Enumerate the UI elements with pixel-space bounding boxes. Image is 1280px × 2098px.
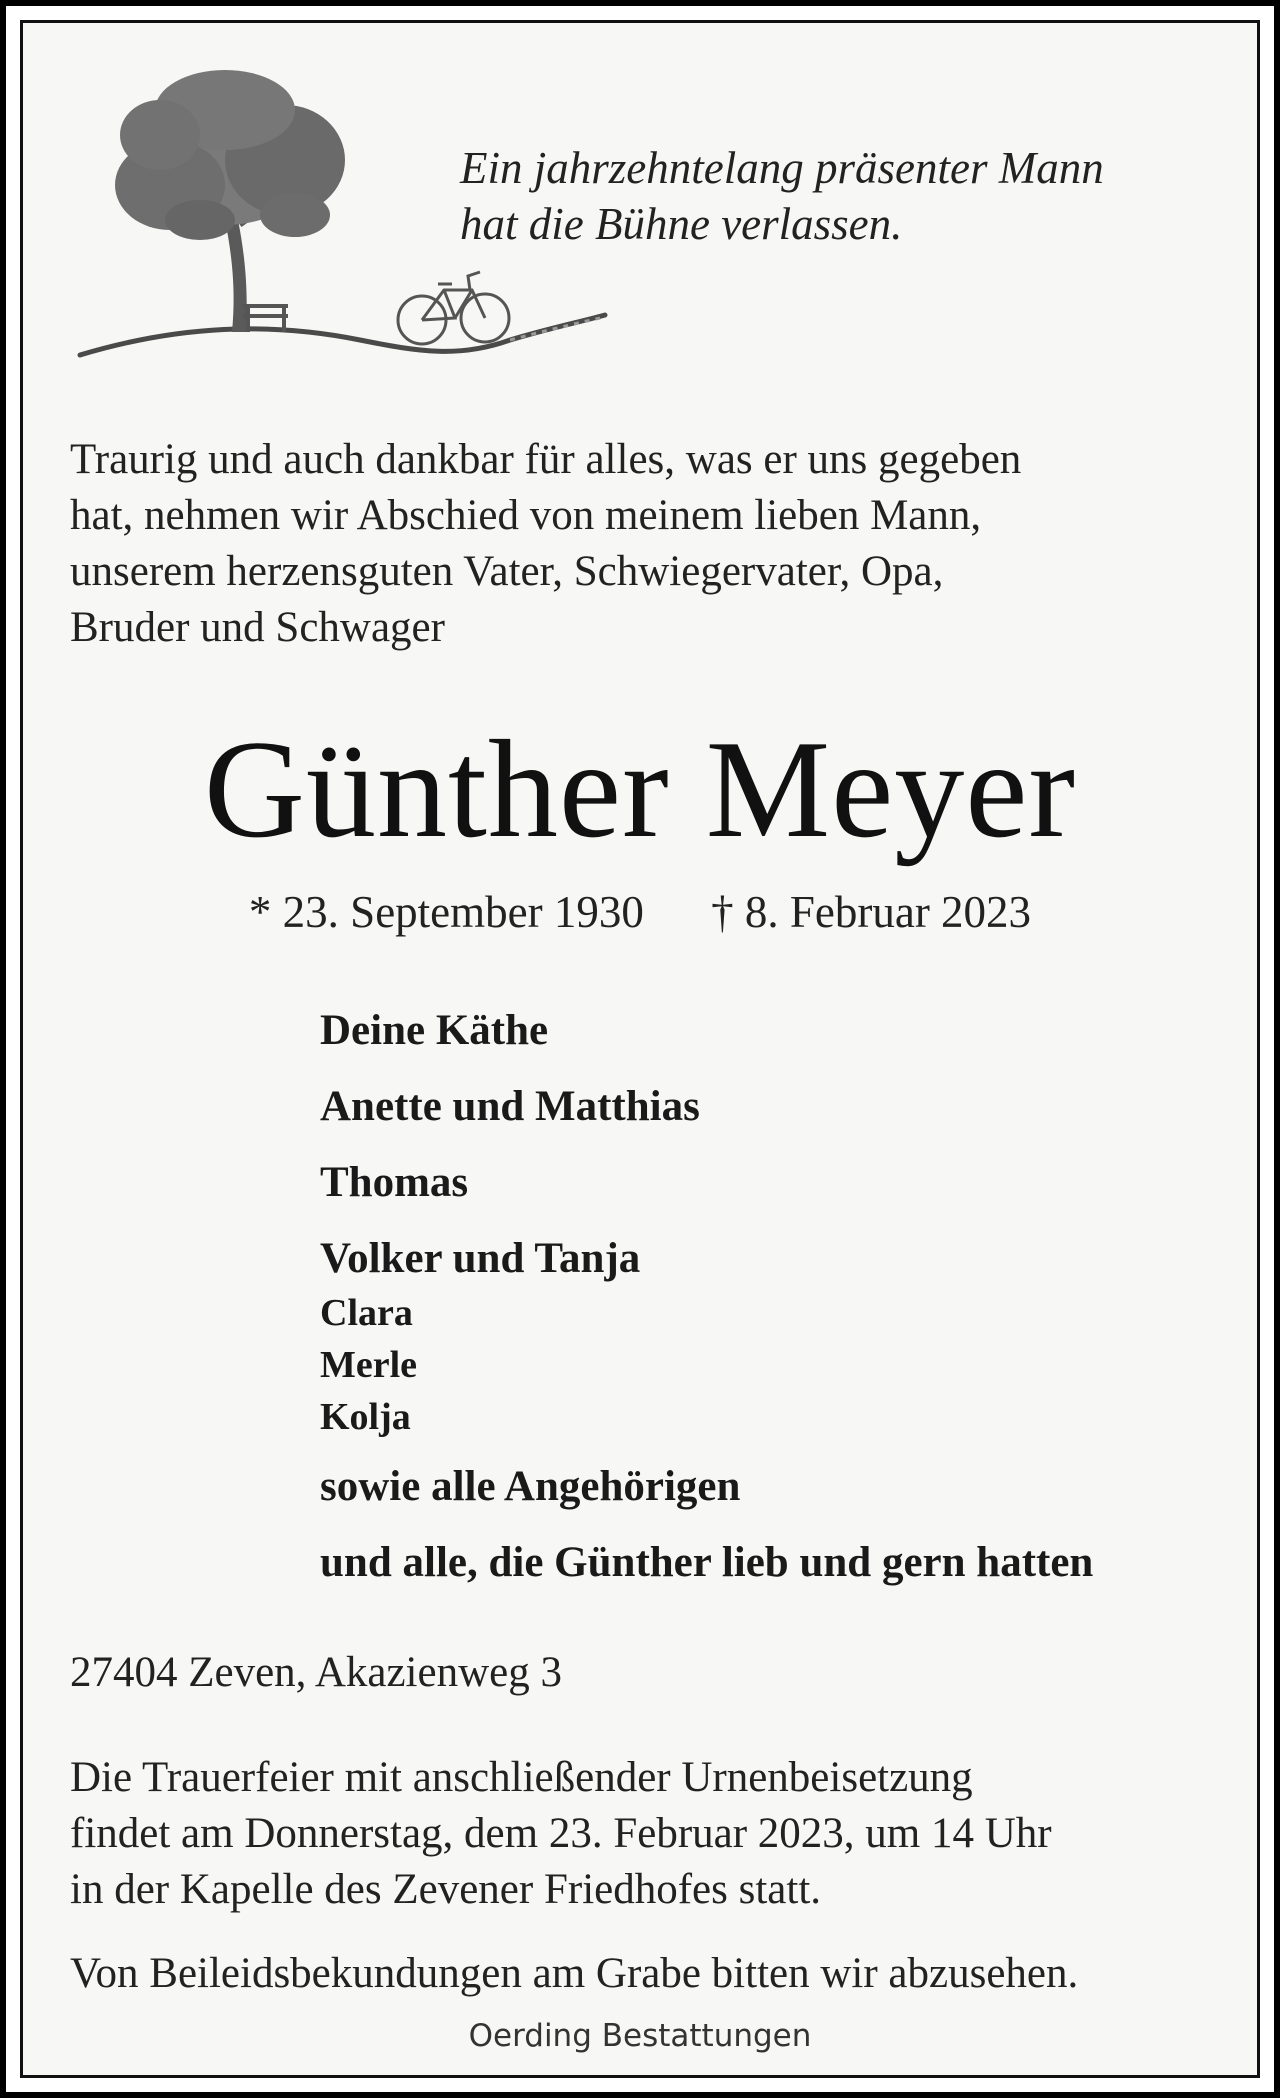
intro-text bbox=[70, 432, 1210, 656]
life-dates bbox=[0, 884, 1280, 940]
mourners-list bbox=[320, 1003, 1240, 1591]
ceremony-line: Die Trauerfeier mit anschließender Urnenbeisetzung bbox=[70, 1754, 973, 1801]
condolence-note: Von Beileidsbekundungen am Grabe bitten wir abzusehen. bbox=[70, 1950, 1079, 1997]
motto-line: Ein jahrzehntelang präsenter Mann bbox=[460, 143, 1104, 193]
mourner: sowie alle Angehörigen bbox=[320, 1463, 741, 1510]
grandchild: Merle bbox=[320, 1344, 418, 1386]
ceremony-line: findet am Donnerstag, dem 23. Februar 2023, um 14 Uhr bbox=[70, 1810, 1052, 1857]
tree-icon bbox=[115, 70, 345, 332]
motto bbox=[460, 140, 1104, 252]
intro-line: hat, nehmen wir Abschied von meinem lieben Mann, bbox=[70, 492, 982, 539]
motto-line: hat die Bühne verlassen. bbox=[460, 199, 903, 249]
grandchild: Kolja bbox=[320, 1396, 411, 1438]
ceremony-line: in der Kapelle des Zevener Friedhofes statt. bbox=[70, 1866, 822, 1913]
death-date: † 8. Februar 2023 bbox=[711, 887, 1032, 937]
intro-line: unserem herzensguten Vater, Schwiegervater, Opa, bbox=[70, 548, 944, 595]
mourner: Thomas bbox=[320, 1159, 469, 1206]
mourner: Deine Käthe bbox=[320, 1007, 549, 1054]
undertaker-credit: Oerding Bestattungen bbox=[468, 2018, 812, 2054]
birth-date: * 23. September 1930 bbox=[248, 887, 644, 937]
bicycle-icon bbox=[398, 272, 509, 344]
mourner: Anette und Matthias bbox=[320, 1083, 700, 1130]
address: 27404 Zeven, Akazienweg 3 bbox=[70, 1649, 562, 1696]
ceremony-info bbox=[70, 1750, 1230, 1918]
deceased-name: Günther Meyer bbox=[203, 712, 1077, 867]
grandchild: Clara bbox=[320, 1292, 413, 1334]
intro-line: Bruder und Schwager bbox=[70, 604, 445, 651]
hill-icon bbox=[80, 315, 605, 355]
mourner: und alle, die Günther lieb und gern hatten bbox=[320, 1539, 1094, 1586]
mourner: Volker und Tanja bbox=[320, 1235, 641, 1282]
intro-line: Traurig und auch dankbar für alles, was er uns gegeben bbox=[70, 436, 1022, 483]
